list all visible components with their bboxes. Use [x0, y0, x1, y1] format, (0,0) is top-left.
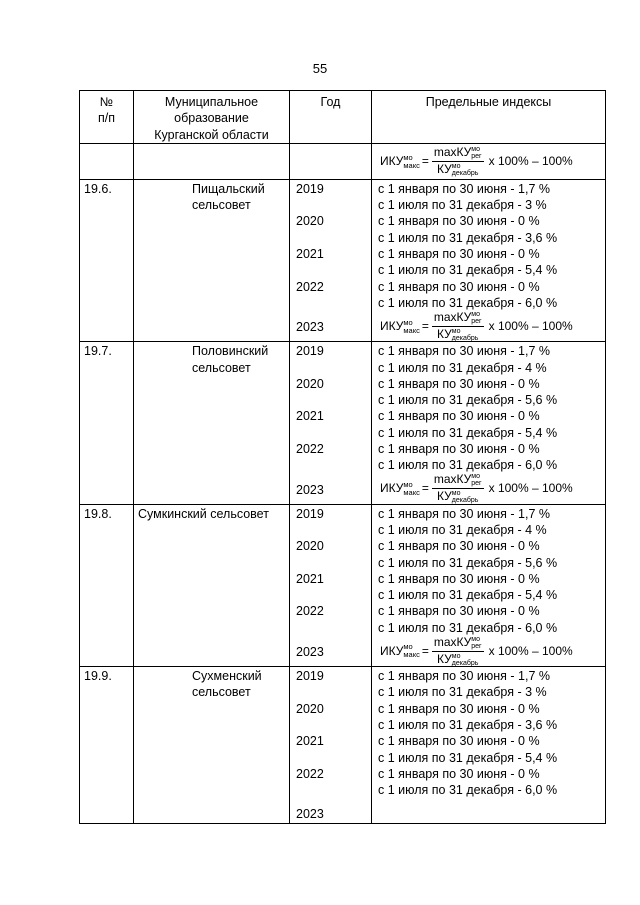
- municipality-name-line: Пищальский: [192, 181, 265, 196]
- year-value: 2022: [296, 766, 324, 781]
- formula-numerator: [432, 311, 484, 327]
- year-spacer: [296, 230, 371, 246]
- formula-denominator: [435, 652, 480, 667]
- indices-cell: [372, 504, 606, 666]
- formula-tail: х 100% – 100%: [488, 319, 573, 334]
- formula-lhs-scripts: [403, 319, 419, 335]
- year-value: 2021: [296, 247, 324, 262]
- formula-den-main: КУ: [437, 326, 452, 341]
- index-line: с 1 июля по 31 декабря - 5,4 %: [378, 588, 558, 603]
- formula-num-main: maxКУ: [433, 472, 472, 487]
- formula-eq: =: [421, 154, 429, 169]
- formula-den-sub: декабрь: [451, 334, 479, 342]
- table-row: [80, 504, 606, 666]
- municipality-cell: [134, 342, 290, 504]
- index-line: с 1 июля по 31 декабря - 5,6 %: [378, 555, 558, 570]
- year-spacer: [296, 782, 371, 798]
- formula-fraction: [432, 311, 484, 342]
- municipality-name-line: сельсовет: [192, 360, 251, 375]
- index-line: с 1 января по 30 июня - 0 %: [378, 701, 540, 716]
- formula-den-sup: мо: [451, 327, 461, 335]
- header-num: № п/п: [80, 91, 134, 144]
- municipality-cell: [134, 179, 290, 341]
- row-number: 19.7.: [80, 342, 134, 504]
- row-number: 19.8.: [80, 504, 134, 666]
- header-indices: Предельные индексы: [372, 91, 606, 144]
- index-line: с 1 января по 30 июня - 0 %: [378, 409, 540, 424]
- formula-eq: =: [421, 481, 429, 496]
- formula-den-scripts: [452, 490, 479, 504]
- year-value: 2019: [296, 181, 324, 196]
- year-cell: [290, 342, 372, 504]
- year-spacer: [296, 295, 371, 311]
- formula-lhs-scripts: [403, 643, 419, 659]
- index-line: с 1 января по 30 июня - 0 %: [378, 279, 540, 294]
- year-value: 2023: [296, 645, 324, 660]
- table-row: [80, 179, 606, 341]
- formula: [380, 146, 605, 176]
- municipality-name-line: Сухменский: [192, 669, 262, 684]
- formula-lhs-main: ИКУ: [380, 318, 404, 333]
- header-row: [80, 91, 606, 144]
- year-spacer: [296, 360, 371, 376]
- formula-lhs-main: ИКУ: [380, 481, 404, 496]
- formula-eq: =: [421, 643, 429, 658]
- formula-row: [80, 143, 606, 179]
- formula-den-scripts: [452, 328, 479, 342]
- year-spacer: [296, 684, 371, 700]
- formula-tail: х 100% – 100%: [488, 643, 573, 658]
- year-spacer: [296, 750, 371, 766]
- year-value: 2022: [296, 279, 324, 294]
- formula-numerator: [432, 473, 484, 489]
- formula-row-mun: [134, 143, 290, 179]
- year-spacer: [296, 587, 371, 603]
- index-line: с 1 января по 30 июня - 0 %: [378, 214, 540, 229]
- formula-num-sup: мо: [471, 310, 480, 318]
- formula-num-scripts: [471, 146, 481, 160]
- formula-lhs-sup: мо: [403, 642, 413, 652]
- year-value: 2022: [296, 442, 324, 457]
- municipality-cell: [134, 504, 290, 666]
- indices-cell: [372, 179, 606, 341]
- formula-num-sup: мо: [471, 145, 480, 153]
- formula-lhs-sub: макс: [403, 160, 420, 170]
- indices-cell: [372, 342, 606, 504]
- formula-lhs-scripts: [403, 481, 419, 497]
- index-line: с 1 января по 30 июня - 1,7 %: [378, 669, 550, 684]
- year-spacer: [296, 522, 371, 538]
- municipality-cell: [134, 667, 290, 824]
- formula: [378, 636, 605, 666]
- formula: [378, 311, 605, 341]
- formula-lhs: [380, 480, 420, 497]
- municipality-name-line: Половинский: [192, 344, 269, 359]
- index-line: с 1 июля по 31 декабря - 3,6 %: [378, 230, 558, 245]
- index-line: с 1 июля по 31 декабря - 5,4 %: [378, 425, 558, 440]
- table-row: [80, 667, 606, 824]
- row-number: 19.9.: [80, 667, 134, 824]
- formula-lhs-sub: макс: [403, 650, 420, 660]
- index-line: с 1 июля по 31 декабря - 3 %: [378, 685, 547, 700]
- formula-spacer: [378, 798, 605, 820]
- formula-den-sub: декабрь: [451, 497, 479, 505]
- row-number: 19.6.: [80, 179, 134, 341]
- formula-num-scripts: [471, 311, 481, 325]
- formula-lhs-sup: мо: [403, 480, 413, 490]
- index-line: с 1 июля по 31 декабря - 6,0 %: [378, 620, 558, 635]
- formula-den-sup: мо: [451, 162, 461, 170]
- formula-fraction: [432, 146, 484, 177]
- index-line: с 1 января по 30 июня - 0 %: [378, 247, 540, 262]
- year-spacer: [296, 262, 371, 278]
- index-line: с 1 января по 30 июня - 1,7 %: [378, 506, 550, 521]
- index-line: с 1 января по 30 июня - 0 %: [378, 376, 540, 391]
- year-value: 2019: [296, 506, 324, 521]
- formula-fraction: [432, 473, 484, 504]
- header-year: Год: [290, 91, 372, 144]
- year-cell: [290, 179, 372, 341]
- index-line: с 1 января по 30 июня - 0 %: [378, 766, 540, 781]
- formula-lhs: [380, 643, 420, 660]
- formula-lhs-main: ИКУ: [380, 643, 404, 658]
- formula-eq: =: [421, 319, 429, 334]
- formula-num-sup: мо: [471, 473, 480, 481]
- year-value: 2019: [296, 344, 324, 359]
- formula-num-sub: рег: [471, 152, 482, 160]
- formula-den-sub: декабрь: [451, 659, 479, 667]
- formula-num-main: maxКУ: [433, 309, 472, 324]
- index-line: с 1 января по 30 июня - 1,7 %: [378, 344, 550, 359]
- index-line: с 1 января по 30 июня - 0 %: [378, 734, 540, 749]
- formula-row-year: [290, 143, 372, 179]
- formula-denominator: [435, 489, 480, 504]
- formula-den-scripts: [452, 653, 479, 667]
- index-line: с 1 июля по 31 декабря - 6,0 %: [378, 783, 558, 798]
- year-cell: [290, 667, 372, 824]
- year-spacer: [296, 717, 371, 733]
- formula-den-main: КУ: [437, 651, 452, 666]
- formula-lhs-main: ИКУ: [380, 153, 404, 168]
- year-value: 2022: [296, 604, 324, 619]
- index-line: с 1 июля по 31 декабря - 3 %: [378, 198, 547, 213]
- year-value: 2021: [296, 409, 324, 424]
- index-line: с 1 июля по 31 декабря - 5,4 %: [378, 263, 558, 278]
- year-spacer: [296, 392, 371, 408]
- formula-num-sub: рег: [471, 480, 482, 488]
- formula-num-sup: мо: [471, 635, 480, 643]
- year-cell: [290, 504, 372, 666]
- index-line: с 1 июля по 31 декабря - 6,0 %: [378, 295, 558, 310]
- formula-denominator: [435, 162, 480, 177]
- formula-lhs-sup: мо: [403, 317, 413, 327]
- formula-lhs-sub: макс: [403, 325, 420, 335]
- index-line: с 1 января по 30 июня - 0 %: [378, 604, 540, 619]
- year-value: 2020: [296, 701, 324, 716]
- year-spacer: [296, 197, 371, 213]
- year-spacer: [296, 620, 371, 636]
- index-line: с 1 января по 30 июня - 0 %: [378, 442, 540, 457]
- formula-den-scripts: [452, 163, 479, 177]
- indices-table: [79, 90, 606, 824]
- index-line: с 1 января по 30 июня - 0 %: [378, 539, 540, 554]
- index-line: с 1 января по 30 июня - 0 %: [378, 571, 540, 586]
- formula-num-main: maxКУ: [433, 634, 472, 649]
- year-value: 2023: [296, 807, 324, 822]
- index-line: с 1 июля по 31 декабря - 4 %: [378, 522, 547, 537]
- year-value: 2023: [296, 320, 324, 335]
- index-line: с 1 января по 30 июня - 1,7 %: [378, 181, 550, 196]
- year-value: 2021: [296, 734, 324, 749]
- year-spacer: [296, 555, 371, 571]
- year-value: 2023: [296, 482, 324, 497]
- formula-num-scripts: [471, 636, 481, 650]
- formula-tail: х 100% – 100%: [488, 154, 573, 169]
- formula-den-main: КУ: [437, 489, 452, 504]
- year-value: 2020: [296, 376, 324, 391]
- year-value: 2020: [296, 214, 324, 229]
- formula-den-sup: мо: [451, 652, 461, 660]
- formula-den-sub: декабрь: [451, 169, 479, 177]
- formula: [378, 474, 605, 504]
- formula-num-sub: рег: [471, 642, 482, 650]
- index-line: с 1 июля по 31 декабря - 5,6 %: [378, 393, 558, 408]
- formula-lhs-scripts: [403, 154, 419, 170]
- formula-den-main: КУ: [437, 162, 452, 177]
- index-line: с 1 июля по 31 декабря - 6,0 %: [378, 458, 558, 473]
- year-spacer: [296, 425, 371, 441]
- formula-row-num: [80, 143, 134, 179]
- municipality-name-line: сельсовет: [192, 198, 251, 213]
- formula-num-scripts: [471, 473, 481, 487]
- index-line: с 1 июля по 31 декабря - 4 %: [378, 360, 547, 375]
- year-spacer: [296, 457, 371, 473]
- formula-den-sup: мо: [451, 490, 461, 498]
- header-municipality: Муниципальное образование Курганской области: [134, 91, 290, 144]
- formula-lhs: [380, 318, 420, 335]
- index-line: с 1 июля по 31 декабря - 3,6 %: [378, 717, 558, 732]
- formula-fraction: [432, 636, 484, 667]
- formula-lhs: [380, 153, 420, 170]
- formula-numerator: [432, 146, 484, 162]
- formula-num-main: maxКУ: [433, 145, 472, 160]
- municipality-name-line: Сумкинский сельсовет: [138, 506, 269, 521]
- year-value: 2020: [296, 539, 324, 554]
- municipality-name-line: сельсовет: [192, 685, 251, 700]
- index-line: с 1 июля по 31 декабря - 5,4 %: [378, 750, 558, 765]
- formula-tail: х 100% – 100%: [488, 481, 573, 496]
- formula-lhs-sub: макс: [403, 488, 420, 498]
- formula-denominator: [435, 327, 480, 342]
- year-value: 2019: [296, 669, 324, 684]
- formula-num-sub: рег: [471, 317, 482, 325]
- indices-cell: [372, 667, 606, 824]
- formula-cell: [372, 143, 606, 179]
- page-number: 55: [312, 61, 328, 76]
- year-value: 2021: [296, 571, 324, 586]
- formula-numerator: [432, 636, 484, 652]
- table-row: [80, 342, 606, 504]
- formula-lhs-sup: мо: [403, 152, 413, 162]
